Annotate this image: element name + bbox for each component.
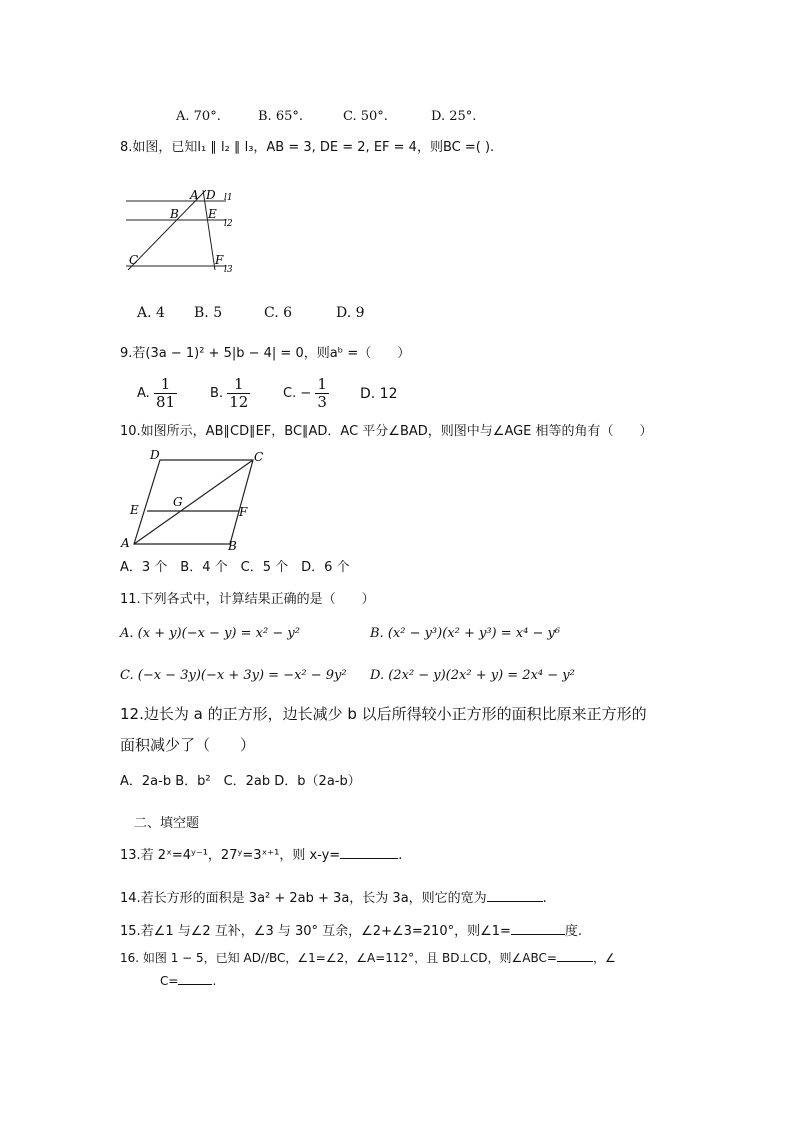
q16-c-label: C= — [160, 974, 179, 988]
q13-answer-blank[interactable] — [340, 844, 398, 859]
label-b: B — [228, 539, 237, 553]
q11-option-c: C. (−x − 3y)(−x + 3y) = −x² − 9y² — [120, 668, 347, 683]
q14-answer-blank[interactable] — [487, 887, 543, 902]
q16-c-blank[interactable] — [178, 970, 212, 985]
q15-question — [120, 920, 582, 942]
label-c: C — [129, 253, 139, 267]
q9-option-a — [137, 373, 177, 415]
q9-option-c-label: C. − — [283, 386, 312, 401]
q12-question-line1: 12.边长为 a 的正方形，边长减少 b 以后所得较小正方形的面积比原来正方形的 — [120, 705, 647, 723]
q14-period: . — [542, 891, 547, 906]
q9-option-c-fraction — [315, 376, 329, 411]
q11-question: 11.下列各式中，计算结果正确的是（ ） — [120, 592, 375, 607]
q16-mid: ，∠ — [592, 951, 616, 965]
q9-option-a-label: A. — [137, 386, 150, 401]
q13-question — [120, 844, 402, 866]
transversal-ac — [128, 190, 206, 270]
label-c: C — [254, 450, 264, 464]
q16-question-line2 — [160, 970, 216, 991]
q9-option-b-label: B. — [210, 386, 224, 401]
q8-option-c: C. 6 — [264, 305, 293, 321]
label-d: D — [206, 188, 216, 202]
label-e: E — [208, 207, 217, 221]
fraction-numerator: 1 — [160, 375, 171, 393]
q10-question: 10.如图所示，AB∥CD∥EF，BC∥AD．AC 平分∠BAD，则图中与∠AGE 相等的角有（ ） — [120, 424, 653, 439]
label-l3: l3 — [224, 265, 233, 275]
q13-text: 13.若 2ˣ=4ʸ⁻¹，27ʸ=3ˣ⁺¹，则 x-y= — [120, 848, 341, 863]
q8-option-d: D. 9 — [336, 305, 365, 321]
q15-text: 15.若∠1 与∠2 互补，∠3 与 30° 互余，∠2+∠3=210°，则∠1= — [120, 924, 511, 939]
q7-option-b: B. 65°. — [258, 109, 303, 124]
q15-suffix: 度. — [564, 924, 583, 939]
q7-option-a: A. 70°. — [176, 109, 221, 124]
q14-text: 14.若长方形的面积是 3a² + 2ab + 3a，长为 3a，则它的宽为 — [120, 891, 487, 906]
q14-question — [120, 887, 547, 909]
q15-answer-blank[interactable] — [511, 920, 565, 935]
q9-option-b — [210, 373, 250, 415]
fraction-denominator: 81 — [155, 393, 176, 411]
section-heading: 二、填空题 — [134, 816, 200, 831]
q16-abc-blank[interactable] — [557, 947, 593, 962]
q16-question-line1 — [120, 947, 616, 968]
q10-options: A．3 个 B．4 个 C．5 个 D．6 个 — [120, 560, 350, 575]
label-f: F — [215, 253, 224, 267]
q10-figure — [118, 446, 268, 554]
q8-option-a: A. 4 — [137, 305, 165, 321]
q8-option-b: B. 5 — [194, 305, 223, 321]
label-g: G — [173, 495, 183, 509]
q7-option-d: D. 25°. — [431, 109, 477, 124]
fraction-numerator: 1 — [317, 375, 327, 393]
transversal-df — [203, 190, 215, 270]
diagonal-ac — [134, 460, 253, 544]
q16-end: . — [212, 974, 217, 988]
q11-option-b: B. (x² − y³)(x² + y³) = x⁴ − y⁶ — [370, 626, 561, 641]
q12-options: A．2a-b B．b² C．2ab D．b（2a-b） — [120, 774, 361, 789]
q16-text: 16. 如图 1 − 5，已知 AD//BC，∠1=∠2，∠A=112°，且 BD⊥CD，则∠ABC= — [120, 951, 557, 965]
q9-option-b-fraction — [227, 376, 250, 411]
q8-figure — [118, 184, 236, 276]
q9-option-c — [283, 373, 329, 415]
label-l1: l1 — [224, 193, 233, 203]
q9-question: 9.若(3a − 1)² + 5|b − 4| = 0，则aᵇ =（ ） — [120, 346, 411, 361]
q9-option-d: D. 12 — [360, 386, 398, 402]
fraction-denominator: 12 — [229, 393, 249, 411]
q11-option-a: A. (x + y)(−x − y) = x² − y² — [120, 626, 300, 641]
q11-option-d: D. (2x² − y)(2x² + y) = 2x⁴ − y² — [370, 668, 575, 683]
fraction-numerator: 1 — [233, 375, 244, 393]
q8-question: 8.如图，已知l₁ ∥ l₂ ∥ l₃，AB = 3, DE = 2, EF = 4，则BC =( ). — [120, 140, 495, 155]
q9-option-a-fraction — [154, 376, 177, 411]
q7-option-c: C. 50°. — [343, 109, 388, 124]
q12-question-line2: 面积减少了（ ） — [120, 736, 256, 754]
label-a: A — [190, 188, 199, 202]
label-d: D — [150, 448, 160, 462]
label-f: F — [239, 505, 248, 519]
label-a: A — [121, 536, 130, 550]
q13-period: . — [398, 848, 403, 863]
label-e: E — [130, 503, 139, 517]
label-b: B — [170, 207, 179, 221]
label-l2: l2 — [224, 219, 233, 229]
fraction-denominator: 3 — [317, 393, 327, 411]
